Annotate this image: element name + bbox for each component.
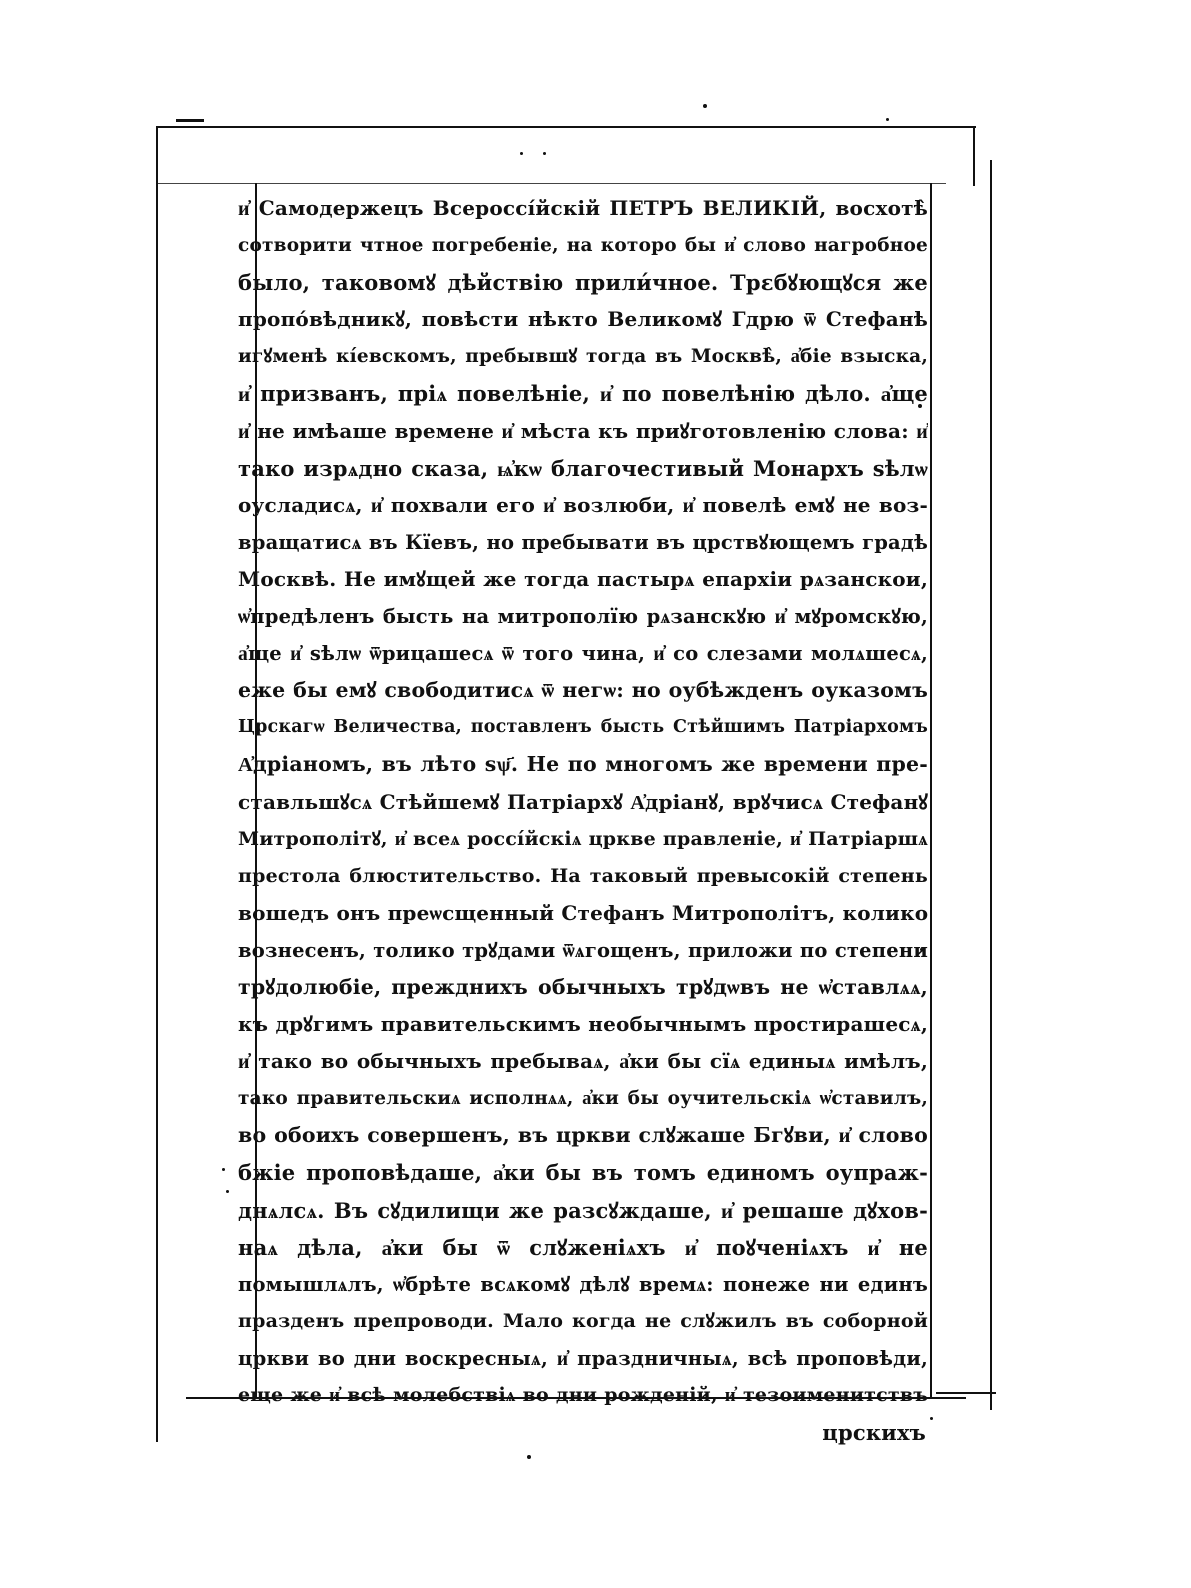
- text-line: а҆ще и҆ ѕѣлѡ ѿрицашесѧ ѿ того чина, и҆ со слезами молѧшесѧ,: [238, 642, 928, 666]
- scan-speck: [527, 1455, 531, 1459]
- text-line: тако изрѧдно сказа, ѩ҆кѡ благочестивый Монархъ ѕѣлѡ: [238, 455, 928, 481]
- text-line: къ дрꙋгимъ правительскимъ необычнымъ простирашесѧ,: [238, 1012, 928, 1037]
- text-line: было, таковомꙋ дѣйствію прили́чное. Трεбꙋющꙋся же: [238, 270, 928, 296]
- scan-speck: [886, 118, 889, 121]
- text-line: ставльшꙋсѧ Стѣйшемꙋ Патріархꙋ А҆дріанꙋ, врꙋчисѧ Стефанꙋ: [238, 789, 928, 814]
- text-line: игꙋменѣ кі́евскомъ, пребывшꙋ тогда въ Москвѣ̀, а҆біе взыска,: [238, 346, 928, 368]
- frame-line-bottom-right: [936, 1392, 996, 1394]
- text-line: и҆ призванъ, пріѧ повелѣніе, и҆ по повелѣнію дѣло. а҆ще: [238, 381, 928, 407]
- scan-speck: [520, 152, 523, 155]
- frame-line-inner-right: [930, 183, 932, 1399]
- text-line: трꙋдолюбіе, прежднихъ обычныхъ трꙋдѡвъ не ѡ҆ставлѧѧ,: [238, 974, 928, 999]
- frame-line-far-right: [990, 160, 992, 1410]
- text-line: Црскагѡ Величества, поставленъ бысть Стѣйшимъ Патріархомъ: [238, 717, 928, 738]
- text-line: оусладисѧ, и҆ похвали его и҆ возлюби, и҆ повелѣ емꙋ не воз-: [238, 492, 928, 517]
- frame-line-top-mark: [176, 119, 204, 122]
- scan-speck: [226, 1190, 229, 1193]
- frame-line-right-outer: [973, 126, 975, 186]
- text-line: цркви во дни воскресныѧ, и҆ праздничныѧ, всѣ проповѣди,: [238, 1346, 928, 1370]
- text-line: ѡ҆предѣленъ бысть на митрополїю рѧзанскꙋю и҆ мꙋромскꙋю,: [238, 605, 928, 629]
- catchword: црскихъ: [822, 1420, 926, 1446]
- text-line: наѧ дѣла, а҆ки бы ѿ слꙋженіѧхъ и҆ поꙋченіѧхъ и҆ не: [238, 1234, 928, 1260]
- text-line: Митрополітꙋ, и҆ всеѧ россі́йскіѧ цркве правленіе, и҆ Патріаршѧ: [238, 827, 928, 850]
- scan-speck: [703, 104, 707, 108]
- text-line: вошедъ онъ преѡсщенный Стефанъ Митрополітъ, колико: [238, 900, 928, 925]
- text-line: Москвѣ. Не имꙋщей же тогда пастырѧ епархіи рѧзанскои,: [238, 566, 928, 591]
- text-line: тако правительскиѧ исполнѧѧ, а҆ки бы оучительскіѧ ѡ҆ставилъ,: [238, 1088, 928, 1110]
- text-line: А҆дріаномъ, въ лѣто ѕѱ҃. Не по многомъ же времени пре-: [238, 752, 928, 777]
- text-line: бжіе проповѣдаше, а҆ки бы въ томъ единомъ оупраж-: [238, 1160, 928, 1186]
- text-line: еще же и҆ всѣ молебствіѧ во дни рожденій, и҆ тезоименитствъ: [238, 1384, 928, 1406]
- text-line: и҆ Самодержецъ Всероссі́йскій ПЕТРЪ ВЕЛИКІЙ, восхотѣ̀: [238, 196, 928, 220]
- text-line: во обоихъ совершенъ, въ цркви слꙋжаше Бгꙋви, и҆ слово: [238, 1123, 928, 1148]
- page-text: [238, 190, 928, 1451]
- text-line: и҆ тако во обычныхъ пребываѧ, а҆ки бы сїѧ единыѧ имѣлъ,: [238, 1049, 928, 1074]
- scan-speck: [543, 152, 546, 155]
- text-line: помышлѧлъ, ѡ҆брѣте всѧкомꙋ дѣлꙋ времѧ: понеже ни единъ: [238, 1272, 928, 1296]
- text-line: сотворити чтное погребеніе, на которо бы и҆ слово нагробное: [238, 235, 928, 257]
- scan-speck: [930, 1417, 933, 1420]
- scan-speck: [222, 1168, 225, 1171]
- frame-line-top: [158, 126, 976, 128]
- text-line: вознесенъ, толико трꙋдами ѿѧгощенъ, приложи по степени: [238, 938, 928, 962]
- text-line: престола блюстительство. На таковый превысокій степень: [238, 864, 928, 887]
- text-line: пропо́вѣдникꙋ, повѣсти нѣкто Великомꙋ Гдрю ѿ Стефанѣ: [238, 307, 928, 332]
- text-line: днѧлсѧ. Въ сꙋдилищи же разсꙋждаше, и҆ решаше дꙋхов-: [238, 1197, 928, 1223]
- frame-line-left-outer: [156, 126, 158, 1442]
- text-line: и҆ не имѣаше времене и҆ мѣста къ приꙋготовленію слова: и҆: [238, 418, 928, 443]
- text-line: празденъ препроводи. Мало когда не слꙋжилъ въ соборной: [238, 1309, 928, 1332]
- frame-line-sub-top: [158, 183, 946, 184]
- text-line: еже бы емꙋ свободитисѧ ѿ негѡ: но оубѣжденъ оуказомъ: [238, 678, 928, 703]
- text-line: вращатисѧ въ Кїевъ, но пребывати въ црствꙋющемъ градѣ: [238, 530, 928, 554]
